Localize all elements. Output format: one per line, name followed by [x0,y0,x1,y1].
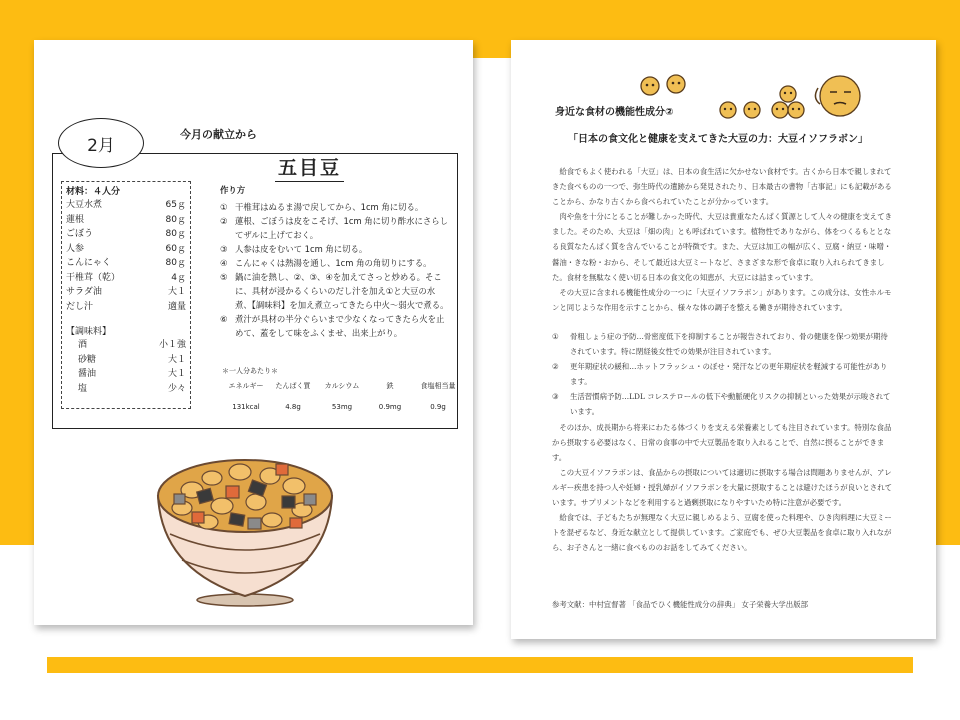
article-body [552,164,894,555]
nutrition-labels [222,381,464,391]
article-paragraph: 給食でもよく使われる「大豆」は、日本の食生活に欠かせない食材です。古くから日本で親しまれてきた食べものの一つで、弥生時代の遺跡から発見されたり、日本最古の書物「古事記」にも記載があることから、かなり古くから食べられていたことが分かっています。 [552,167,892,207]
effect-number: ② [552,362,559,372]
ingredient-row [66,271,186,286]
nutrition-value: 131kcal [232,403,260,411]
background-band-bottom [47,657,913,673]
article-paragraph: そのほか、成長期から将来にわたる体づくりを支える栄養素としても注目されています。特別な食品から摂取する必要はなく、日常の食事の中で大豆製品を取り入れることで、自然に摂ることができます。 [552,422,892,462]
step-number: ① [220,202,228,212]
seasoning-amount: 大１ [167,354,186,365]
nutrition-label: エネルギー [228,382,264,390]
seasoning-name: 酒 [78,340,88,350]
ingredient-amount: 80ｇ [165,258,186,268]
effect-text: 骨粗しょう症の予防…骨密度低下を抑制することが報告されており、骨の健康を保つ効果が期待されています。特に閉経後女性での効果が注目されています。 [570,331,888,357]
ingredient-name: 蓮根 [66,214,85,225]
ingredients-list [61,181,191,409]
ingredient-amount: 60ｇ [165,243,186,254]
ingredient-amount: 80ｇ [165,229,186,239]
step-item [220,242,450,256]
ingredient-row [66,285,186,300]
ingredient-name: 人参 [66,243,85,254]
seasoning-name: 醤油 [78,369,97,379]
step-text: こんにゃくは熱湯を通し、1cm 角の角切りにする。 [235,258,432,268]
step-text: 煮汁が具材の半分ぐらいまで少なくなってきたら火を止めて、蓋をして味をふくませ、出来上がり。 [235,314,445,338]
nutrition-value: 0.9g [430,403,446,411]
reference-citation: 参考文献：中村宜督著 「食品でひく機能性成分の辞典」 女子栄養大学出版部 [552,600,808,609]
article-paragraph: 肉や魚を十分にとることが難しかった時代、大豆は貴重なたんぱく質源として人々の健康を支えてきました。そのため、大豆は「畑の肉」とも呼ばれています。植物性でありながら、体をつくるもととなる良質なたんぱく質を含んでいることが特徴です。また、大豆は加工の幅が広く、豆腐・納豆・味噌・醤油・きな粉・おから、そして最近は大豆ミートなど、さまざまな形で食卓に取り入れられてきました。食材を無駄なく使い切る日本の食文化の知恵が、大豆には詰まっています。 [552,212,892,282]
step-text: 蓮根、ごぼうは皮をこそげ、1cm 角に切り酢水にさらしてザルに上げておく。 [235,216,449,240]
ingredient-name: 大豆水煮 [66,200,103,210]
ingredient-name: 干椎茸（乾） [66,272,121,283]
gomoku-mame-bowl-illustration [152,450,338,608]
ingredients-heading: 材料：４人分 [66,187,121,197]
background-band-center [473,0,511,58]
background-band-right [936,0,960,545]
article-paragraph: この大豆イソフラボンは、食品からの摂取については適切に摂取する場合は問題ありませんが、アレルギー疾患を持つ人や妊婦・授乳婦がイソフラボンを大量に摂取することは避けたほうが良いとされています。サプリメントなどを利用すると過剰摂取になりやすいため特に注意が必要です。 [552,467,892,507]
step-number: ② [220,216,228,226]
step-text: 干椎茸はぬるま湯で戻してから、1cm 角に切る。 [235,202,424,212]
article-paragraph: 給食では、子どもたちが無理なく大豆に親しめるよう、豆腐を使った料理や、ひき肉料理に大豆ミートを混ぜるなど、身近な献立として提供しています。ご家庭でも、ぜひ大豆製品を食卓に取り入れながら、お子さんと一緒に食べもののお話をしてみてください。 [552,513,892,553]
step-item [220,256,450,270]
seasoning-name: 砂糖 [78,354,97,365]
ingredient-row [66,198,186,213]
ingredient-name: サラダ油 [66,287,102,297]
effect-item [552,389,894,419]
cooking-steps [220,183,450,340]
ingredient-row [66,300,186,315]
seasoning-heading: 【調味料】 [66,327,112,337]
seasoning-row [66,338,186,353]
seasoning-row [66,382,186,397]
seasoning-row [66,353,186,368]
seasoning-amount: 大１ [167,369,186,379]
effect-number: ③ [552,392,559,402]
ingredient-amount: 80ｇ [165,214,186,225]
effect-number: ① [552,331,559,341]
nutrition-label: たんぱく質 [275,382,311,390]
step-number: ④ [220,258,228,268]
ingredient-amount: 適量 [167,301,186,312]
ingredient-amount: 65ｇ [165,200,186,210]
ingredient-row [66,227,186,242]
article-paragraph: その大豆に含まれる機能性成分の一つに「大豆イソフラボン」があります。この成分は、女性ホルモンと同じような作用を示すことから、様々な体の調子を整える働きが期待されています。 [552,287,892,312]
nutrition-label: 鉄 [386,382,394,390]
effect-text: 生活習慣病予防…LDL コレステロールの低下や動脈硬化リスクの抑制といった効果が示唆されています。 [570,392,891,417]
menu-heading: 今月の献立から [180,128,257,141]
effect-item [552,329,894,359]
nutrition-info [222,366,464,411]
step-item [220,312,450,340]
step-text: 人参は皮をむいて 1cm 角に切る。 [235,244,368,254]
step-item [220,200,450,214]
steps-heading: 作り方 [220,185,246,195]
step-item [220,270,450,312]
step-number: ③ [220,244,228,254]
nutrition-value: 4.8g [285,403,301,411]
soybean-characters-illustration [630,70,870,132]
ingredient-amount: 大１ [167,287,186,297]
nutrition-label: 食塩相当量 [420,382,456,390]
background-band-left [0,0,34,545]
step-number: ⑥ [220,314,228,324]
seasoning-row [66,367,186,382]
ingredient-name: だし汁 [66,301,94,312]
ingredient-row [66,213,186,228]
seasoning-amount: 小１強 [158,340,186,350]
ingredient-row [66,256,186,271]
article-heading: 身近な食材の機能性成分② [555,107,674,118]
nutrition-value: 53mg [331,403,353,411]
effect-item [552,359,894,389]
ingredient-name: こんにゃく [66,258,111,268]
effect-text: 更年期症状の緩和…ホットフラッシュ・のぼせ・発汗などの更年期症状を軽減する可能性があります。 [570,362,888,387]
nutrition-heading: ＊一人分あたり＊ [222,367,278,375]
step-number: ⑤ [220,272,228,282]
month-badge [58,118,144,168]
seasoning-amount: 少々 [167,383,186,394]
nutrition-values [222,403,464,411]
step-item [220,214,450,242]
article-title: 「日本の食文化と健康を支えてきた大豆の力：大豆イソフラボン」 [568,134,868,145]
ingredient-name: ごぼう [66,229,94,239]
ingredient-amount: 4ｇ [171,272,186,283]
ingredient-row [66,242,186,257]
seasoning-name: 塩 [78,383,88,394]
nutrition-value: 0.9mg [378,403,402,411]
dish-title: 五目豆 [275,153,344,182]
nutrition-label: カルシウム [324,382,360,390]
month-label: 2月 [87,135,115,156]
step-text: 鍋に油を熱し、②、③、④を加えてさっと炒める。そこに、具材が浸かるくらいのだし汁を加え①と大豆の水煮、【調味料】を加え煮立ってきたら中火～弱火で煮る。 [235,272,449,310]
